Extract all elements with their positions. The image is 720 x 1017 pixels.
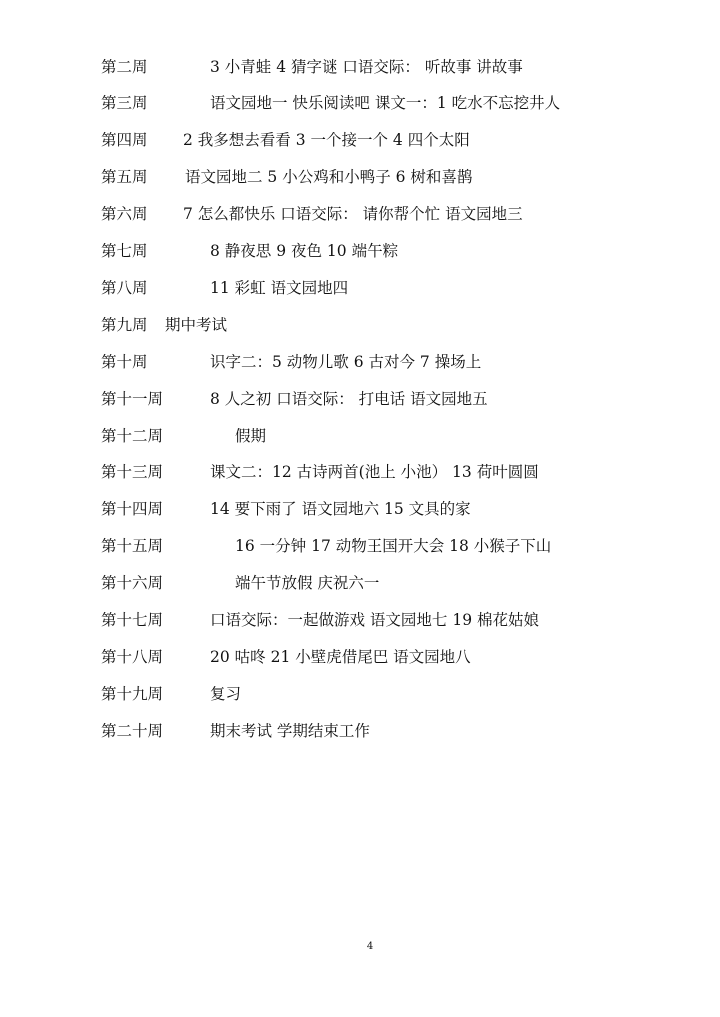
week-content: 2 我多想去看看 3 一个接一个 4 四个太阳 [183, 131, 470, 150]
week-content: 3 小青蛙 4 猜字谜 口语交际： 听故事 讲故事 [210, 57, 523, 76]
week-content: 7 怎么都快乐 口语交际： 请你帮个忙 语文园地三 [183, 205, 523, 224]
schedule-row [0, 719, 720, 743]
schedule-row [0, 239, 720, 263]
week-content: 期末考试 学期结束工作 [210, 721, 370, 740]
schedule-row [0, 497, 720, 521]
week-label: 第三周 [101, 94, 148, 113]
schedule-row [0, 202, 720, 226]
schedule-row [0, 571, 720, 595]
week-label: 第二周 [101, 57, 148, 76]
week-content: 端午节放假 庆祝六一 [235, 574, 380, 593]
schedule-row [0, 387, 720, 411]
week-content: 11 彩虹 语文园地四 [210, 278, 349, 297]
week-content: 口语交际：一起做游戏 语文园地七 19 棉花姑娘 [210, 611, 540, 629]
week-content: 20 咕咚 21 小壁虎借尾巴 语文园地八 [210, 647, 471, 666]
week-label: 第七周 [101, 242, 148, 260]
week-content: 语文园地一 快乐阅读吧 课文一：1 吃水不忘挖井人 [210, 94, 561, 113]
week-label: 第十七周 [101, 611, 164, 629]
week-content: 假期 [235, 426, 267, 445]
schedule-row [0, 534, 720, 558]
week-content: 识字二：5 动物儿歌 6 古对今 7 操场上 [210, 352, 482, 371]
week-content: 8 人之初 口语交际： 打电话 语文园地五 [210, 389, 488, 408]
page-number: 4 [366, 941, 374, 952]
week-label: 第十二周 [101, 426, 164, 445]
schedule-row [0, 682, 720, 706]
schedule-row [0, 645, 720, 669]
week-content: 16 一分钟 17 动物王国开大会 18 小猴子下山 [235, 537, 552, 556]
schedule-row [0, 55, 720, 79]
week-content: 8 静夜思 9 夜色 10 端午粽 [210, 242, 399, 260]
week-label: 第十三周 [101, 463, 164, 482]
week-content: 期中考试 [165, 315, 228, 334]
week-label: 第十九周 [101, 684, 164, 703]
week-label: 第二十周 [101, 721, 164, 740]
schedule-row [0, 165, 720, 189]
week-label: 第十一周 [101, 389, 164, 408]
week-label: 第十六周 [101, 574, 164, 593]
schedule-row [0, 424, 720, 448]
week-content: 14 要下雨了 语文园地六 15 文具的家 [210, 500, 471, 519]
week-label: 第十五周 [101, 537, 164, 556]
schedule-row [0, 313, 720, 337]
schedule-row [0, 276, 720, 300]
schedule-row [0, 91, 720, 115]
week-label: 第十四周 [101, 500, 164, 519]
week-label: 第九周 [101, 315, 148, 334]
week-label: 第八周 [101, 278, 148, 297]
schedule-row [0, 128, 720, 152]
week-label: 第十八周 [101, 647, 164, 666]
week-content: 语文园地二 5 小公鸡和小鸭子 6 树和喜鹊 [185, 168, 473, 187]
schedule-row [0, 460, 720, 484]
week-label: 第六周 [101, 205, 148, 224]
week-label: 第四周 [101, 131, 148, 150]
schedule-row [0, 350, 720, 374]
week-label: 第五周 [101, 168, 148, 187]
week-content: 课文二：12 古诗两首(池上 小池） 13 荷叶圆圆 [210, 463, 539, 482]
week-label: 第十周 [101, 352, 148, 371]
schedule-row [0, 608, 720, 632]
week-content: 复习 [210, 684, 242, 703]
